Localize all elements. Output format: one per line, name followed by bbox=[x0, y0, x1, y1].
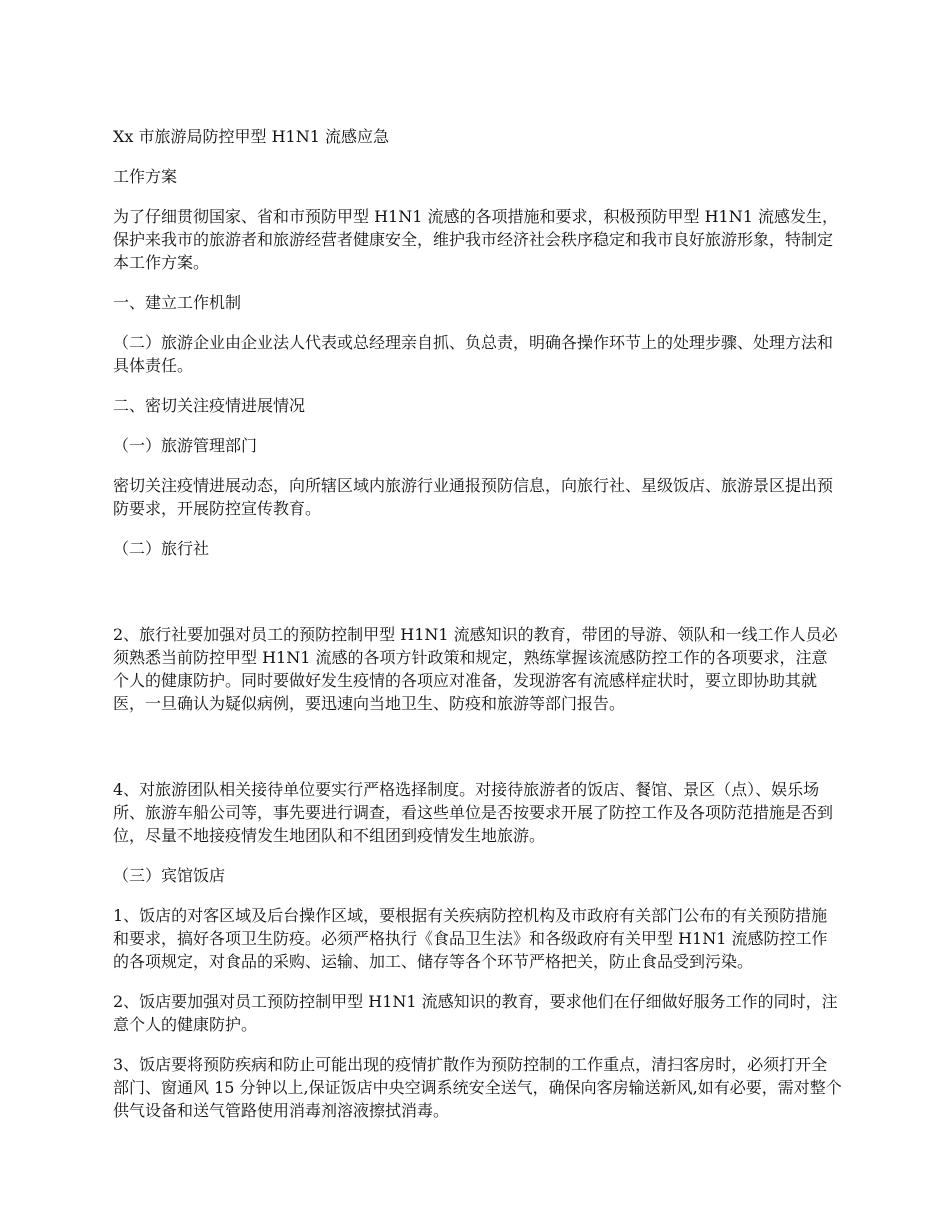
subsection-heading-2: （二）旅行社 bbox=[113, 539, 210, 558]
blank-gap bbox=[113, 732, 843, 778]
section-heading-2: 二、密切关注疫情进展情况 bbox=[113, 396, 306, 415]
section-heading-1: 一、建立工作机制 bbox=[113, 293, 242, 312]
subsection-heading-3: （三）宾馆饭店 bbox=[113, 866, 226, 885]
subsection2-item-4: 4、对旅游团队相关接待单位要实行严格选择制度。对接待旅游者的饭店、餐馆、景区（点）、娱乐场所、旅游车船公司等，事先要进行调查，看这些单位是否按要求开展了防控工作及各项防范措施是否到位，尽量不地接疫情发生地团队和不组团到疫情发生地旅游。 bbox=[113, 780, 834, 845]
subsection2-item-2: 2、旅行社要加强对员工的预防控制甲型 H1N1 流感知识的教育，带团的导游、领队和一线工作人员必须熟悉当前防控甲型 H1N1 流感的各项方针政策和规定，熟练掌握该流感防控工作的各项要求，注意个人的健康防护。同时要做好发生疫情的各项应对准备，发现游客有流感样症状时，要立即协助其就医，一旦确认为疑似病例，要迅速向当地卫生、防疫和旅游等部门报告。 bbox=[113, 625, 838, 713]
document-title-line1: Xx 市旅游局防控甲型 H1N1 流感应急 bbox=[113, 127, 389, 146]
subsection3-item-3: 3、饭店要将预防疾病和防止可能出现的疫情扩散作为预防控制的工作重点，清扫客房时，必须打开全部门、窗通风 15 分钟以上,保证饭店中央空调系统安全送气，确保向客房输送新风,如有必要，需对整个供气设备和送气管路使用消毒剂溶液擦拭消毒。 bbox=[113, 1055, 842, 1120]
blank-gap bbox=[113, 577, 843, 623]
subsection-heading-1: （一）旅游管理部门 bbox=[113, 436, 258, 455]
document-title-line2: 工作方案 bbox=[113, 167, 178, 186]
subsection1-text: 密切关注疫情进展动态，向所辖区域内旅游行业通报预防信息，向旅行社、星级饭店、旅游景区提出预防要求，开展防控宣传教育。 bbox=[113, 476, 834, 518]
section1-item-2: （二）旅游企业由企业法人代表或总经理亲自抓、负总责，明确各操作环节上的处理步骤、处理方法和具体责任。 bbox=[113, 333, 834, 375]
document-page bbox=[113, 125, 843, 1139]
subsection3-item-1: 1、饭店的对客区域及后台操作区域，要根据有关疾病防控机构及市政府有关部门公布的有关预防措施和要求，搞好各项卫生防疫。必须严格执行《食品卫生法》和各级政府有关甲型 H1N1 流感防控工作的各项规定，对食品的采购、运输、加工、储存等各个环节严格把关，防止食品受到污染。 bbox=[113, 906, 828, 971]
subsection3-item-2: 2、饭店要加强对员工预防控制甲型 H1N1 流感知识的教育，要求他们在仔细做好服务工作的同时，注意个人的健康防护。 bbox=[113, 992, 838, 1034]
intro-paragraph: 为了仔细贯彻国家、省和市预防甲型 H1N1 流感的各项措施和要求，积极预防甲型 H1N1 流感发生，保护来我市的旅游者和旅游经营者健康安全，维护我市经济社会秩序稳定和我市良好旅游形象，特制定本工作方案。 bbox=[113, 207, 838, 272]
